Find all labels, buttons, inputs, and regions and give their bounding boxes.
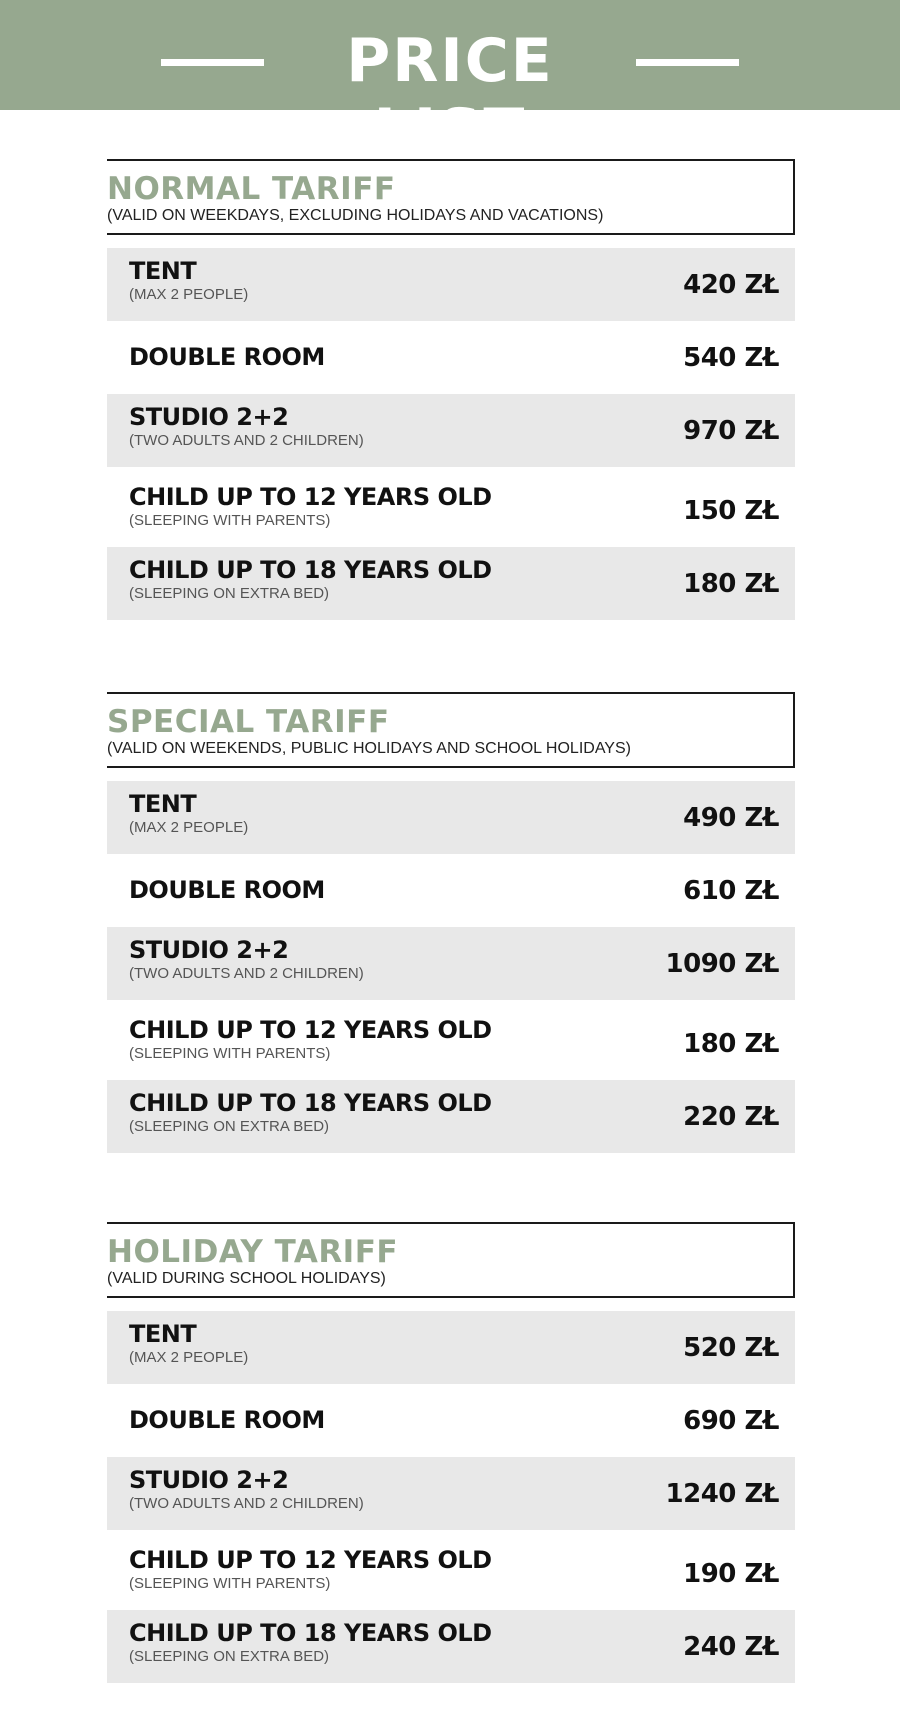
- item-price: 150 ZŁ: [683, 496, 779, 526]
- item-price: 490 ZŁ: [683, 803, 779, 833]
- tariff-subtitle: (VALID ON WEEKENDS, PUBLIC HOLIDAYS AND SCHOOL HOLIDAYS): [107, 740, 631, 757]
- item-name: CHILD UP TO 18 YEARS OLD: [129, 556, 492, 584]
- item-price: 540 ZŁ: [683, 343, 779, 373]
- item-name: DOUBLE ROOM: [129, 343, 325, 371]
- item-name: TENT: [129, 257, 197, 285]
- tariff-title: HOLIDAY TARIFF: [107, 1234, 399, 1270]
- price-table: [107, 248, 795, 620]
- price-row-child-18: [107, 547, 795, 620]
- item-note: (SLEEPING WITH PARENTS): [129, 1045, 331, 1062]
- price-row-studio: [107, 927, 795, 1000]
- item-name: TENT: [129, 790, 197, 818]
- item-name: STUDIO 2+2: [129, 936, 289, 964]
- price-row-tent: [107, 1311, 795, 1384]
- tariff-special: [107, 692, 795, 1153]
- item-price: 610 ZŁ: [683, 876, 779, 906]
- price-row-double-room: [107, 1384, 795, 1457]
- banner-rule-right: [636, 59, 739, 66]
- price-row-child-18: [107, 1610, 795, 1683]
- item-price: 520 ZŁ: [683, 1333, 779, 1363]
- item-note: (TWO ADULTS AND 2 CHILDREN): [129, 432, 364, 449]
- tariff-header: [107, 692, 795, 768]
- item-price: 970 ZŁ: [683, 416, 779, 446]
- price-row-double-room: [107, 854, 795, 927]
- item-name: CHILD UP TO 18 YEARS OLD: [129, 1089, 492, 1117]
- tariff-title: SPECIAL TARIFF: [107, 704, 390, 740]
- price-row-studio: [107, 394, 795, 467]
- price-row-child-12: [107, 474, 795, 547]
- item-name: STUDIO 2+2: [129, 403, 289, 431]
- item-note: (SLEEPING WITH PARENTS): [129, 512, 331, 529]
- price-table: [107, 1311, 795, 1683]
- item-name: TENT: [129, 1320, 197, 1348]
- banner-rule-left: [161, 59, 264, 66]
- tariff-header: [107, 1222, 795, 1298]
- item-name: CHILD UP TO 12 YEARS OLD: [129, 1016, 492, 1044]
- item-price: 190 ZŁ: [683, 1559, 779, 1589]
- item-note: (SLEEPING WITH PARENTS): [129, 1575, 331, 1592]
- price-row-child-18: [107, 1080, 795, 1153]
- item-price: 690 ZŁ: [683, 1406, 779, 1436]
- price-table: [107, 781, 795, 1153]
- item-name: DOUBLE ROOM: [129, 1406, 325, 1434]
- price-row-double-room: [107, 321, 795, 394]
- item-price: 180 ZŁ: [683, 569, 779, 599]
- item-price: 420 ZŁ: [683, 270, 779, 300]
- item-note: (SLEEPING ON EXTRA BED): [129, 1648, 330, 1665]
- item-name: CHILD UP TO 12 YEARS OLD: [129, 1546, 492, 1574]
- item-name: CHILD UP TO 12 YEARS OLD: [129, 483, 492, 511]
- item-note: (SLEEPING ON EXTRA BED): [129, 585, 330, 602]
- item-name: STUDIO 2+2: [129, 1466, 289, 1494]
- item-price: 220 ZŁ: [683, 1102, 779, 1132]
- header-banner: [0, 0, 900, 166]
- tariff-normal: [107, 159, 795, 620]
- tariff-subtitle: (VALID DURING SCHOOL HOLIDAYS): [107, 1270, 386, 1287]
- item-note: (MAX 2 PEOPLE): [129, 286, 249, 303]
- tariff-title: NORMAL TARIFF: [107, 171, 396, 207]
- price-row-tent: [107, 248, 795, 321]
- item-price: 240 ZŁ: [683, 1632, 779, 1662]
- item-note: (MAX 2 PEOPLE): [129, 819, 249, 836]
- price-row-tent: [107, 781, 795, 854]
- item-note: (TWO ADULTS AND 2 CHILDREN): [129, 965, 364, 982]
- tariff-subtitle: (VALID ON WEEKDAYS, EXCLUDING HOLIDAYS AND VACATIONS): [107, 207, 604, 224]
- price-row-child-12: [107, 1007, 795, 1080]
- item-note: (MAX 2 PEOPLE): [129, 1349, 249, 1366]
- item-note: (SLEEPING ON EXTRA BED): [129, 1118, 330, 1135]
- item-price: 1240 ZŁ: [665, 1479, 779, 1509]
- item-name: CHILD UP TO 18 YEARS OLD: [129, 1619, 492, 1647]
- item-name: DOUBLE ROOM: [129, 876, 325, 904]
- page-title: PRICE LIST: [346, 26, 554, 166]
- tariff-header: [107, 159, 795, 235]
- price-row-child-12: [107, 1537, 795, 1610]
- item-price: 1090 ZŁ: [665, 949, 779, 979]
- item-price: 180 ZŁ: [683, 1029, 779, 1059]
- price-row-studio: [107, 1457, 795, 1530]
- item-note: (TWO ADULTS AND 2 CHILDREN): [129, 1495, 364, 1512]
- tariff-holiday: [107, 1222, 795, 1683]
